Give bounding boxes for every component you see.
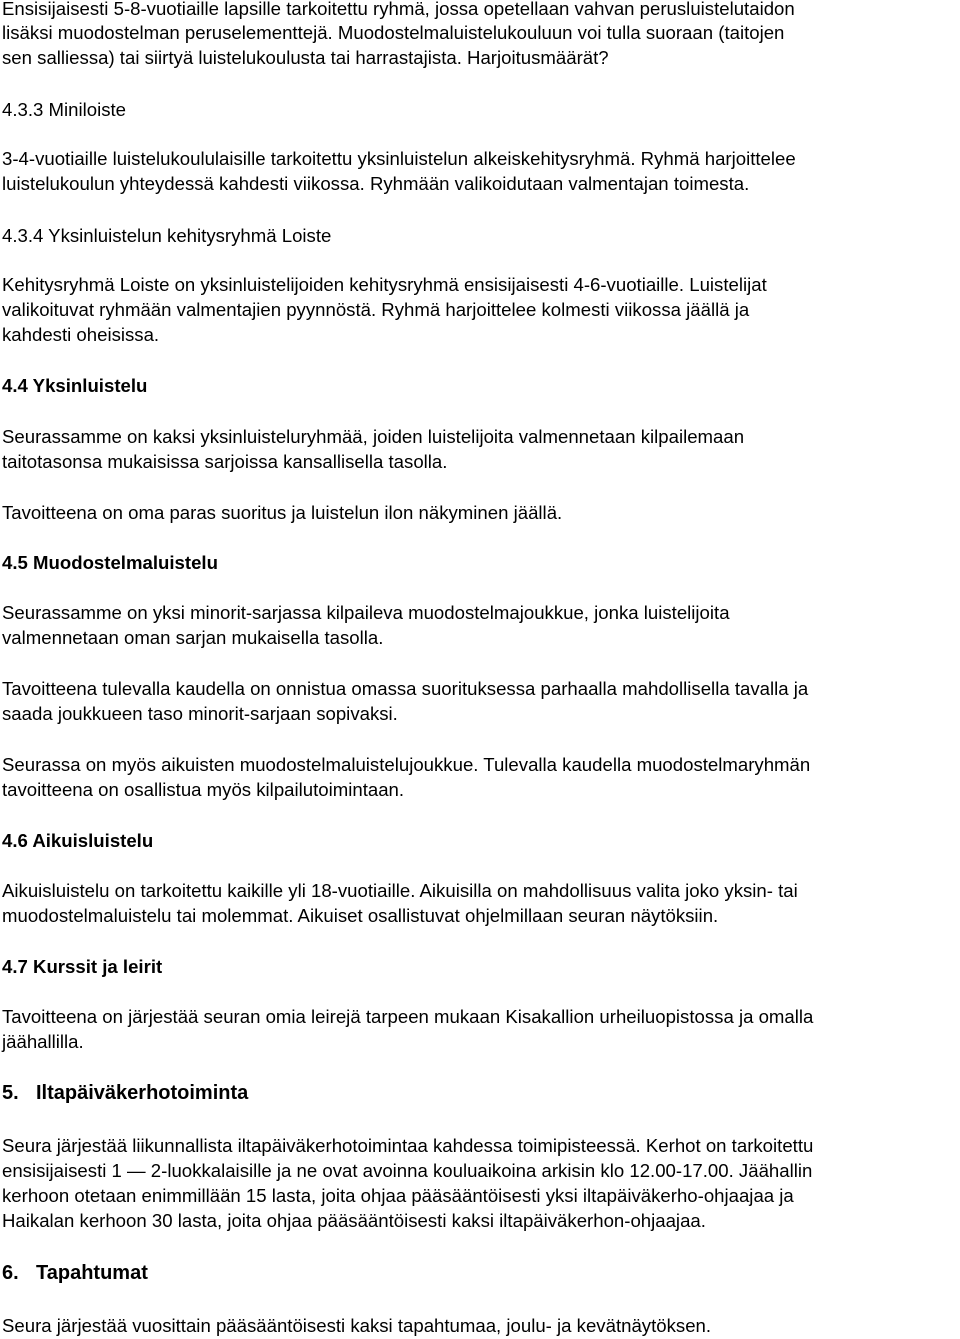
text-line: Seurassa on myös aikuisten muodostelmaluistelujoukkue. Tulevalla kaudella muodostelmaryhmän: [2, 754, 811, 775]
chapter-title: Iltapäiväkerhotoiminta: [36, 1082, 249, 1104]
text-line: sen salliessa) tai siirtyä luistelukoulusta tai harrastajista. Harjoitusmäärät?: [2, 47, 609, 68]
section-heading-4-3-3: 4.3.3 Miniloiste: [2, 99, 127, 120]
text-line: Seura järjestää liikunnallista iltapäiväkerhotoimintaa kahdessa toimipisteessä. Kerhot on tarkoitettu: [2, 1135, 814, 1156]
section-heading-4-4: 4.4 Yksinluistelu: [2, 375, 148, 396]
text-line: Ensisijaisesti 5-8-vuotiaille lapsille tarkoitettu ryhmä, jossa opetellaan vahvan perusluistelutaidon: [2, 0, 795, 19]
text-line: Kehitysryhmä Loiste on yksinluistelijoiden kehitysryhmä ensisijaisesti 4-6-vuotiaille. Luistelijat: [2, 274, 767, 295]
section-heading-4-6: 4.6 Aikuisluistelu: [2, 830, 154, 851]
text-line: Tavoitteena tulevalla kaudella on onnistua omassa suorituksessa parhaalla mahdollisella tavalla ja: [2, 678, 809, 699]
section-heading-4-3-4: 4.3.4 Yksinluistelun kehitysryhmä Loiste: [2, 225, 332, 246]
section-heading-4-5: 4.5 Muodostelmaluistelu: [2, 552, 218, 573]
text-line: tavoitteena on osallistua myös kilpailutoimintaan.: [2, 779, 405, 800]
text-line: valmennetaan oman sarjan mukaisella tasolla.: [2, 627, 384, 648]
chapter-title: Tapahtumat: [36, 1262, 148, 1284]
chapter-heading-5: [2, 1080, 248, 1106]
text-line: Seurassamme on yksi minorit-sarjassa kilpaileva muodostelmajoukkue, jonka luistelijoita: [2, 602, 730, 623]
chapter-number: 5.: [2, 1082, 19, 1104]
text-line: Seura järjestää vuosittain pääsääntöisesti kaksi tapahtumaa, joulu- ja kevätnäytöksen.: [2, 1315, 712, 1336]
text-line: Seurassamme on kaksi yksinluisteluryhmää, joiden luistelijoita valmennetaan kilpailemaan: [2, 426, 745, 447]
text-line: 3-4-vuotiaille luistelukoululaisille tarkoitettu yksinluistelun alkeiskehitysryhmä. Ryhmä harjoittelee: [2, 148, 796, 169]
text-line: Haikalan kerhoon 30 lasta, joita ohjaa pääsääntöisesti kaksi iltapäiväkerhon-ohjaajaa.: [2, 1210, 706, 1231]
text-line: Tavoitteena on järjestää seuran omia leirejä tarpeen mukaan Kisakallion urheiluopistossa ja omalla: [2, 1006, 814, 1027]
chapter-heading-6: [2, 1260, 148, 1286]
text-line: kerhoon otetaan enimmillään 15 lasta, joita ohjaa pääsääntöisesti yksi iltapäiväkerho-ohjaajaa ja: [2, 1185, 794, 1206]
text-line: Aikuisluistelu on tarkoitettu kaikille yli 18-vuotiaille. Aikuisilla on mahdollisuus valita joko yksin- tai: [2, 880, 798, 901]
text-line: jäähallilla.: [2, 1031, 84, 1052]
chapter-number: 6.: [2, 1262, 19, 1284]
text-line: valikoituvat ryhmään valmentajien pyynnöstä. Ryhmä harjoittelee kolmesti viikossa jäällä ja: [2, 299, 750, 320]
text-line: ensisijaisesti 1 — 2-luokkalaisille ja ne ovat avoinna kouluaikoina arkisin klo 12.00-17.00. Jäähallin: [2, 1160, 813, 1181]
text-line: saada joukkueen taso minorit-sarjaan sopivaksi.: [2, 703, 398, 724]
text-line: luistelukoulun yhteydessä kahdesti viikossa. Ryhmään valikoidutaan valmentajan toimesta.: [2, 173, 750, 194]
text-line: taitotasonsa mukaisissa sarjoissa kansallisella tasolla.: [2, 451, 448, 472]
text-line: lisäksi muodostelman peruselementtejä. Muodostelmaluistelukouluun voi tulla suoraan (taitojen: [2, 22, 785, 43]
section-heading-4-7: 4.7 Kurssit ja leirit: [2, 956, 163, 977]
text-line: kahdesti oheisissa.: [2, 324, 160, 345]
text-line: muodostelmaluistelu tai molemmat. Aikuiset osallistuvat ohjelmillaan seuran näytöksiin.: [2, 905, 719, 926]
text-line: Tavoitteena on oma paras suoritus ja luistelun ilon näkyminen jäällä.: [2, 502, 563, 523]
